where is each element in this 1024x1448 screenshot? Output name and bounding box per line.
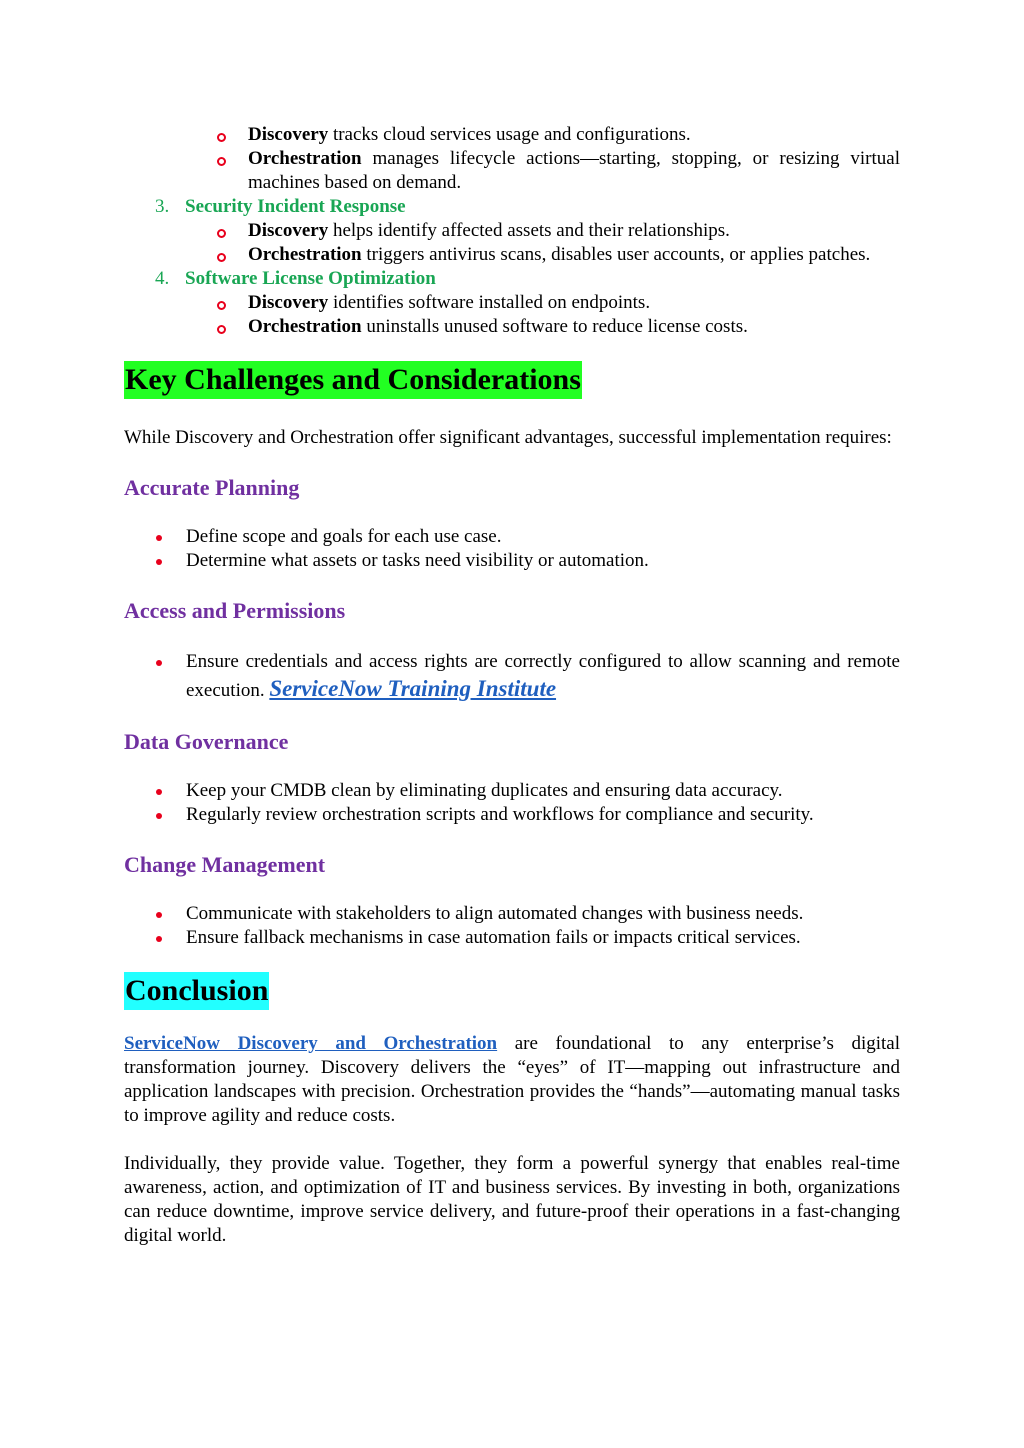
challenges-heading: Key Challenges and Considerations — [124, 361, 582, 399]
item-term: Orchestration — [248, 244, 362, 265]
numbered-title: Software License Optimization — [185, 268, 436, 289]
item-text: identifies software installed on endpoints. — [328, 292, 651, 313]
bullet-dot-icon — [156, 660, 162, 666]
list-number: 3. — [155, 196, 170, 217]
item-term: Discovery — [248, 292, 329, 313]
list-item — [124, 525, 900, 549]
conclusion-paragraph-2: Individually, they provide value. Together, they form a powerful synergy that enables real-time awareness, action, and optimization of IT and business services. By investing in both, organizations can reduce downtime, improve service delivery, and future-proof their operations in a fast-changing digital world. — [124, 1153, 900, 1246]
list-item — [124, 123, 900, 147]
numbered-heading-security — [124, 195, 900, 219]
list-item — [124, 549, 900, 573]
challenges-heading-wrap — [124, 361, 900, 399]
bullet-list — [124, 779, 900, 827]
bullet-dot-icon — [156, 535, 162, 541]
circle-bullet-icon — [217, 133, 226, 142]
item-text: helps identify affected assets and their relationships. — [328, 220, 730, 241]
circle-bullet-icon — [217, 253, 226, 262]
bullet-text: Determine what assets or tasks need visibility or automation. — [186, 550, 649, 571]
content-area — [124, 123, 900, 1248]
bullet-text: Ensure fallback mechanisms in case automation fails or impacts critical services. — [186, 927, 801, 948]
bullet-dot-icon — [156, 813, 162, 819]
circle-bullet-icon — [217, 301, 226, 310]
challenges-intro: While Discovery and Orchestration offer significant advantages, successful implementation requires: — [124, 427, 892, 448]
item-text: triggers antivirus scans, disables user accounts, or applies patches. — [361, 244, 871, 265]
list-item — [124, 219, 900, 243]
list-item — [124, 779, 900, 803]
list-item — [124, 926, 900, 950]
bullet-dot-icon — [156, 936, 162, 942]
item-term: Discovery — [248, 124, 329, 145]
bullet-text: Regularly review orchestration scripts and workflows for compliance and security. — [186, 804, 814, 825]
bullet-list — [124, 525, 900, 573]
numbered-heading-license — [124, 267, 900, 291]
list-item — [124, 147, 900, 195]
list-item — [124, 315, 900, 339]
conclusion-heading-wrap — [124, 972, 900, 1010]
item-text: tracks cloud services usage and configurations. — [328, 124, 691, 145]
list-item — [124, 902, 900, 926]
bullet-text: Communicate with stakeholders to align automated changes with business needs. — [186, 903, 804, 924]
item-text: uninstalls unused software to reduce license costs. — [361, 316, 748, 337]
discovery-orchestration-link[interactable]: ServiceNow Discovery and Orchestration — [124, 1033, 498, 1054]
circle-bullet-icon — [217, 325, 226, 334]
circle-bullet-icon — [217, 157, 226, 166]
item-term: Orchestration — [248, 148, 362, 169]
list-number: 4. — [155, 268, 170, 289]
bullet-text: Define scope and goals for each use case. — [186, 526, 502, 547]
list-item — [124, 803, 900, 827]
conclusion-paragraph-1 — [124, 1032, 900, 1128]
bullet-dot-icon — [156, 789, 162, 795]
section-title-accurate-planning: Accurate Planning — [124, 475, 300, 500]
training-institute-link[interactable]: ServiceNow Training Institute — [269, 676, 557, 701]
section-title-change-management: Change Management — [124, 852, 326, 877]
bullet-text: Ensure credentials and access rights are correctly configured to allow scanning and remote execution. — [186, 651, 900, 701]
bullet-list — [124, 648, 900, 704]
section-title-data-governance: Data Governance — [124, 729, 289, 754]
item-term: Discovery — [248, 220, 329, 241]
list-item — [124, 243, 900, 267]
list-item — [124, 648, 900, 704]
bullet-text: Keep your CMDB clean by eliminating duplicates and ensuring data accuracy. — [186, 780, 783, 801]
bullet-dot-icon — [156, 559, 162, 565]
item-text: manages lifecycle actions—starting, stopping, or resizing virtual machines based on demand. — [248, 148, 900, 193]
numbered-title: Security Incident Response — [185, 196, 406, 217]
conclusion-p1-text: are foundational to any enterprise’s digital transformation journey. Discovery delivers the “eyes” of IT—mapping out infrastructure and application landscapes with precision. Orchestration provides the “hands”—automating manual tasks to improve agility and reduce costs. — [124, 1033, 901, 1126]
circle-bullet-icon — [217, 229, 226, 238]
list-item — [124, 291, 900, 315]
bullet-list — [124, 902, 900, 950]
section-title-access-permissions: Access and Permissions — [124, 598, 346, 623]
bullet-dot-icon — [156, 912, 162, 918]
conclusion-heading: Conclusion — [124, 972, 269, 1010]
item-term: Orchestration — [248, 316, 362, 337]
